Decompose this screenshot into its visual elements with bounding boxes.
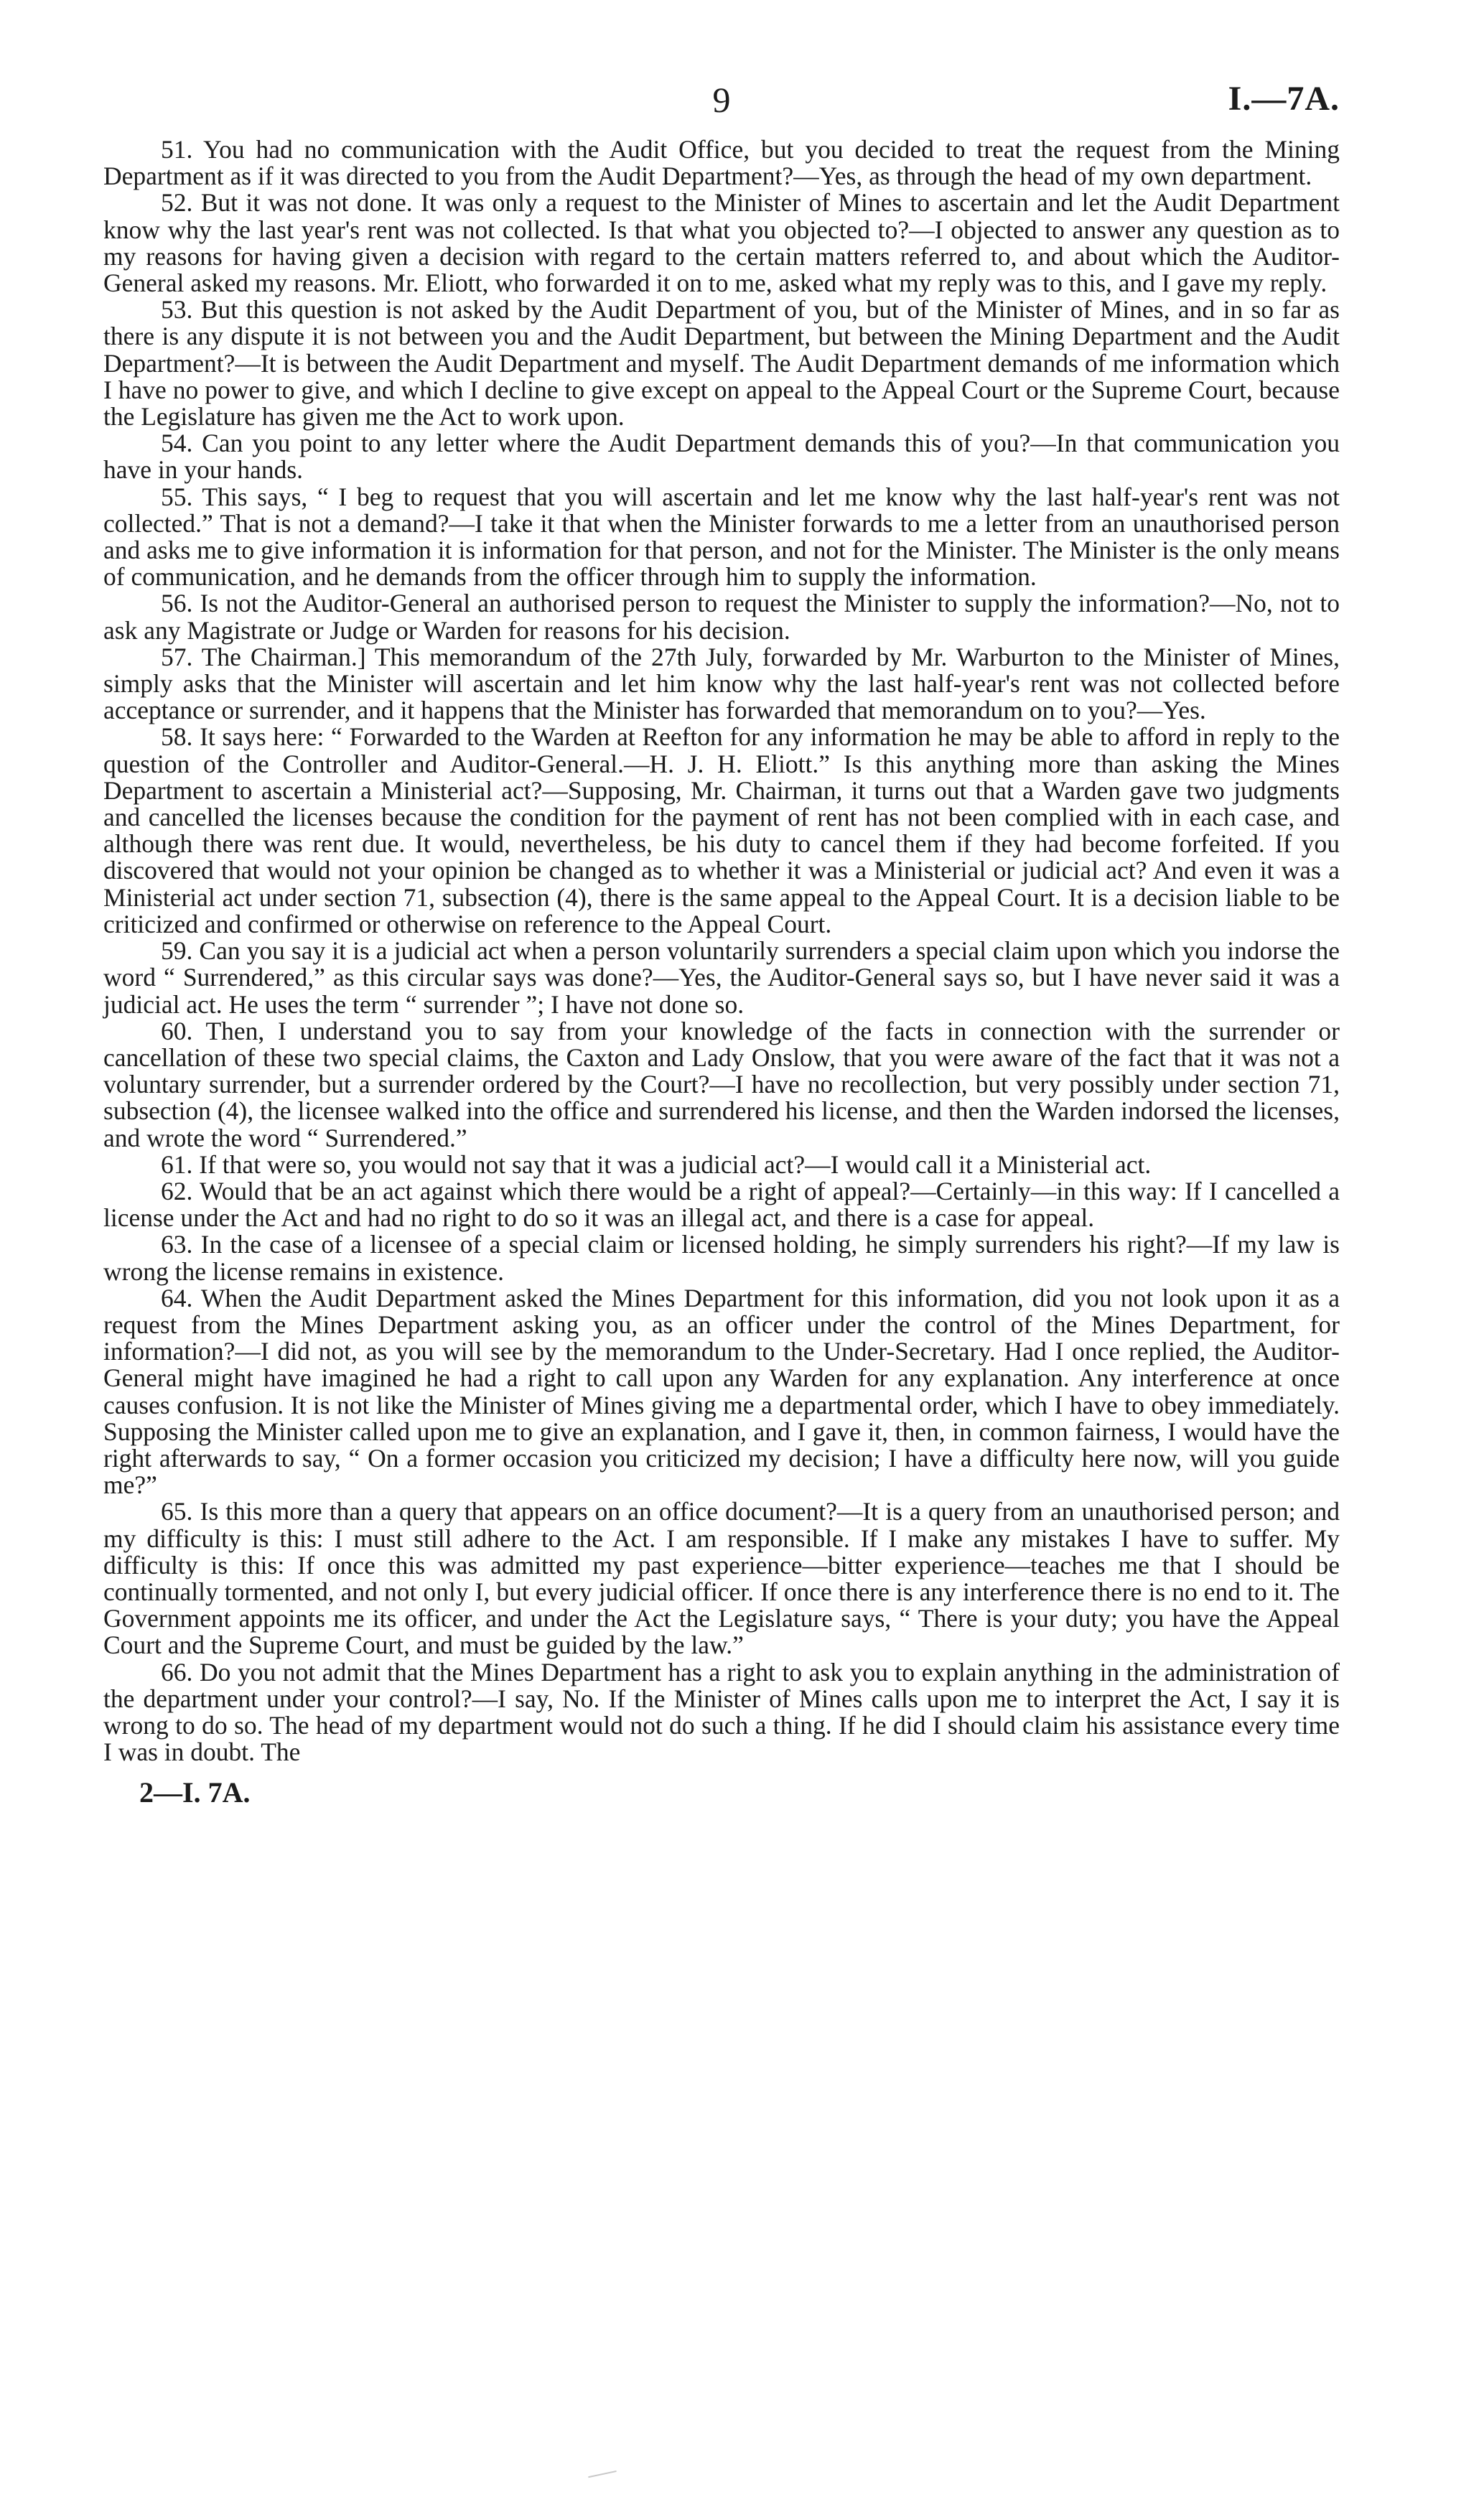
question-55: 55. This says, “ I beg to request that you will ascertain and let me know why the last half-year's rent was not collected.” That is not a demand?—I take it that when the Minister forwards to me a letter from an unauthorised person and asks me to give information it is information for that person, and not for the Minister. The Minister is the only means of communication, and he demands from the officer through him to supply the information.	[103, 482, 1340, 592]
question-61: 61. If that were so, you would not say that it was a judicial act?—I would call it a Ministerial act.	[161, 1149, 1152, 1179]
page-number: 9	[712, 80, 731, 120]
question-51: 51. You had no communication with the Audit Office, but you decided to treat the request from the Mining Department as if it was directed to you from the Audit Department?—Yes, as through the head of my own department.	[103, 135, 1340, 191]
question-59: 59. Can you say it is a judicial act when a person voluntarily surrenders a special claim upon which you indorse the word “ Surrendered,” as this circular says was done?—Yes, the Auditor-General says so, but I have never said it was a judicial act. He uses the term “ surrender ”; I have not done so.	[103, 936, 1340, 1019]
document-page	[103, 79, 1340, 1809]
question-57: 57. The Chairman.] This memorandum of the 27th July, forwarded by Mr. Warburton to the Minister of Mines, simply asks that the Minister will ascertain and let him know why the last half-year's rent was not collected before acceptance or surrender, and it happens that the Minister has forwarded that memorandum on to you?—Yes.	[103, 642, 1340, 725]
question-65: 65. Is this more than a query that appears on an office document?—It is a query from an unauthorised person; and my difficulty is this: I must still adhere to the Act. I am responsible. If I make any mistakes I have to suffer. My difficulty is this: If once this was admitted my past experience—bitter experience—teaches me that I should be continually tormented, and not only I, but every judicial officer. If once there is any interference there is no end to it. The Government appoints me its officer, and under the Act the Legislature says, “ There is your duty; you have the Appeal Court and the Supreme Court, and must be guided by the law.”	[103, 1497, 1340, 1660]
question-52: 52. But it was not done. It was only a request to the Minister of Mines to ascertain and let the Audit Department know why the last year's rent was not collected. Is that what you objected to?—I objected to answer any question as to my reasons for having given a decision with regard to the certain matters referred to, and about which the Auditor-General asked my reasons. Mr. Eliott, who forwarded it on to me, asked what my reply was to this, and I gave my reply.	[103, 188, 1340, 298]
evidence-transcript	[103, 136, 1340, 1765]
question-53: 53. But this question is not asked by the Audit Department of you, but of the Minister of Mines, and in so far as there is any dispute it is not between you and the Audit Department, but between the Mining Department and the Audit Department?—It is between the Audit Department and myself. The Audit Department demands of me information which I have no power to give, and which I decline to give except on appeal to the Appeal Court or the Supreme Court, because the Legislature has given me the Act to work upon.	[103, 295, 1340, 431]
parliamentary-paper-reference: I.—7A.	[1228, 80, 1340, 118]
question-56: 56. Is not the Auditor-General an authorised person to request the Minister to supply the information?—No, not to ask any Magistrate or Judge or Warden for reasons for his decision.	[103, 589, 1340, 645]
question-64: 64. When the Audit Department asked the Mines Department for this information, did you not look upon it as a request from the Mines Department asking you, as an officer under the control of the Mines Department, for information?—I did not, as you will see by the memorandum to the Under-Secretary. Had I once replied, the Auditor-General might have imagined he had a right to call upon any Warden for any explanation. Any interference at once causes confusion. It is not like the Minister of Mines giving me a departmental order, which I have to obey immediately. Supposing the Minister called upon me to give an explanation, and I gave it, then, in common fairness, I would have the right afterwards to say, “ On a former occasion you criticized my decision; I have a difficulty here now, will you guide me?”	[103, 1283, 1340, 1500]
question-60: 60. Then, I understand you to say from your knowledge of the facts in connection with the surrender or cancellation of these two special claims, the Caxton and Lady Onslow, that you were aware of the fact that it was not a voluntary surrender, but a surrender ordered by the Court?—I have no recollection, but very possibly under section 71, subsection (4), the licensee walked into the office and surrendered his license, and then the Warden indorsed the licenses, and wrote the word “ Surrendered.”	[103, 1016, 1340, 1152]
question-62: 62. Would that be an act against which there would be a right of appeal?—Certainly—in this way: If I cancelled a license under the Act and had no right to do so it was an illegal act, and there is a case for appeal.	[103, 1176, 1340, 1233]
signature-mark: 2—I. 7A.	[139, 1776, 251, 1809]
question-54: 54. Can you point to any letter where the Audit Department demands this of you?—In that communication you have in your hands.	[103, 429, 1340, 485]
question-58: 58. It says here: “ Forwarded to the Warden at Reefton for any information he may be able to afford in reply to the question of the Controller and Auditor-General.—H. J. H. Eliott.” Is this anything more than asking the Mines Department to ascertain a Ministerial act?—Supposing, Mr. Chairman, it turns out that a Warden gave two judgments and cancelled the licenses because the condition for the payment of rent has not been complied with in each case, and although there was rent due. It would, nevertheless, be his duty to cancel them if they had become forfeited. If you discovered that would not your opinion be changed as to whether it was a Ministerial or judicial act? And even it was a Ministerial act under section 71, subsection (4), there is the same appeal to the Appeal Court. It is a decision liable to be criticized and confirmed or otherwise on reference to the Appeal Court.	[103, 722, 1340, 938]
question-66: 66. Do you not admit that the Mines Department has a right to ask you to explain anything in the administration of the department under your control?—I say, No. If the Minister of Mines calls upon me to interpret the Act, I say it is wrong to do so. The head of my department would not do such a thing. If he did I should claim his assistance every time I was in doubt. The	[103, 1657, 1340, 1767]
page-header	[103, 79, 1340, 136]
scan-artifact-mark	[588, 2471, 618, 2485]
question-63: 63. In the case of a licensee of a special claim or licensed holding, he simply surrenders his right?—If my law is wrong the license remains in existence.	[103, 1230, 1340, 1286]
